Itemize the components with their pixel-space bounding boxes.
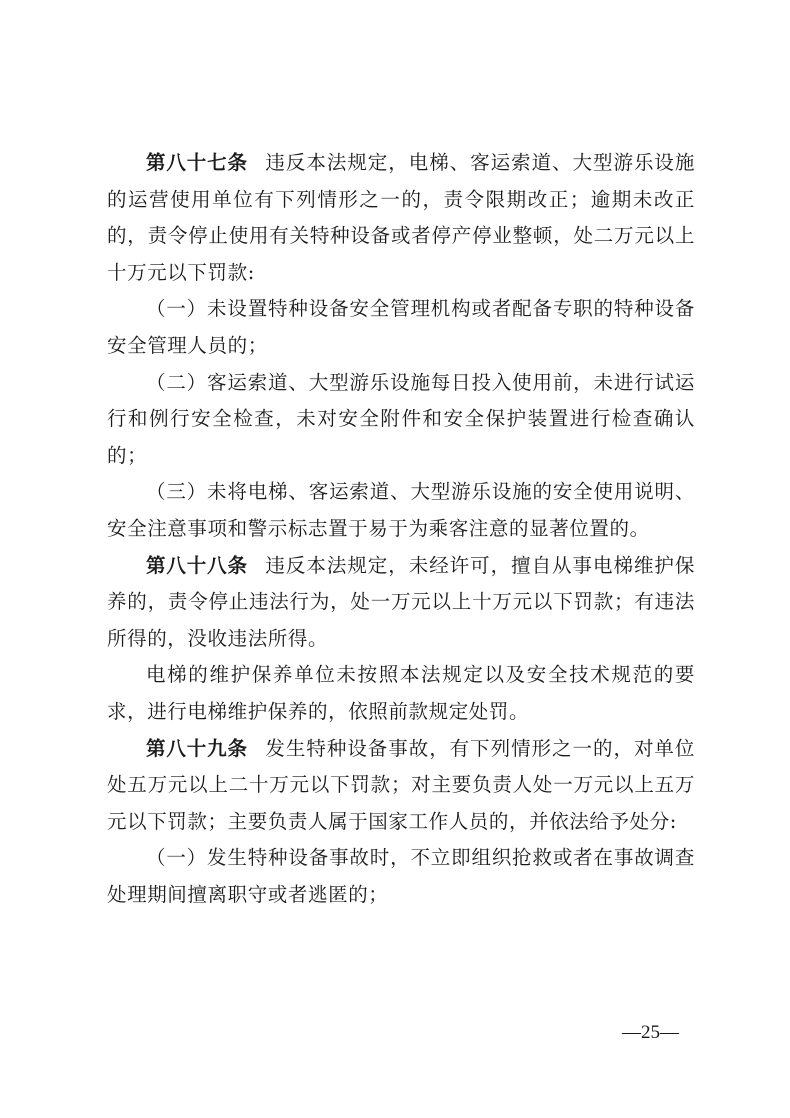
paragraph-article-88	[107, 548, 695, 658]
paragraph-text: 违反本法规定，未经许可，擅自从事电梯维护保养的，责令停止违法行为，处一万元以上十万元以下罚款；有违法所得的，没收违法所得。	[107, 553, 695, 650]
paragraph-text: （一）发生特种设备事故时，不立即组织抢救或者在事故调查处理期间擅离职守或者逃匿的；	[107, 846, 695, 906]
paragraph-text: （二）客运索道、大型游乐设施每日投入使用前，未进行试运行和例行安全检查，未对安全附件和安全保护装置进行检查确认的；	[107, 370, 695, 467]
paragraph-text: （一）未设置特种设备安全管理机构或者配备专职的特种设备安全管理人员的；	[107, 297, 695, 357]
paragraph-text: 电梯的维护保养单位未按照本法规定以及安全技术规范的要求，进行电梯维护保养的，依照前款规定处罚。	[107, 663, 695, 723]
article-number: 第八十七条	[146, 151, 248, 174]
paragraph-article-89	[107, 731, 695, 841]
paragraph-text: 违反本法规定，电梯、客运索道、大型游乐设施的运营使用单位有下列情形之一的，责令限期改正；逾期未改正的，责令停止使用有关特种设备或者停产停业整顿，处二万元以上十万元以下罚款:	[107, 151, 695, 284]
paragraph-item-3	[107, 474, 695, 547]
paragraph-article-88-clause-2	[107, 657, 695, 730]
body-text	[107, 145, 695, 913]
article-number: 第八十八条	[146, 553, 248, 577]
paragraph-item-2	[107, 365, 695, 475]
paragraph-item-1	[107, 291, 695, 364]
article-number: 第八十九条	[146, 736, 248, 760]
paragraph-text: 发生特种设备事故，有下列情形之一的，对单位处五万元以上二十万元以下罚款；对主要负责人处一万元以上五万元以下罚款；主要负责人属于国家工作人员的，并依法给予处分:	[107, 736, 695, 833]
paragraph-item-1-article-89	[107, 840, 695, 913]
page-number: —25—	[622, 1022, 679, 1043]
paragraph-article-87	[107, 145, 695, 291]
paragraph-text: （三）未将电梯、客运索道、大型游乐设施的安全使用说明、安全注意事项和警示标志置于易于为乘客注意的显著位置的。	[107, 480, 695, 540]
